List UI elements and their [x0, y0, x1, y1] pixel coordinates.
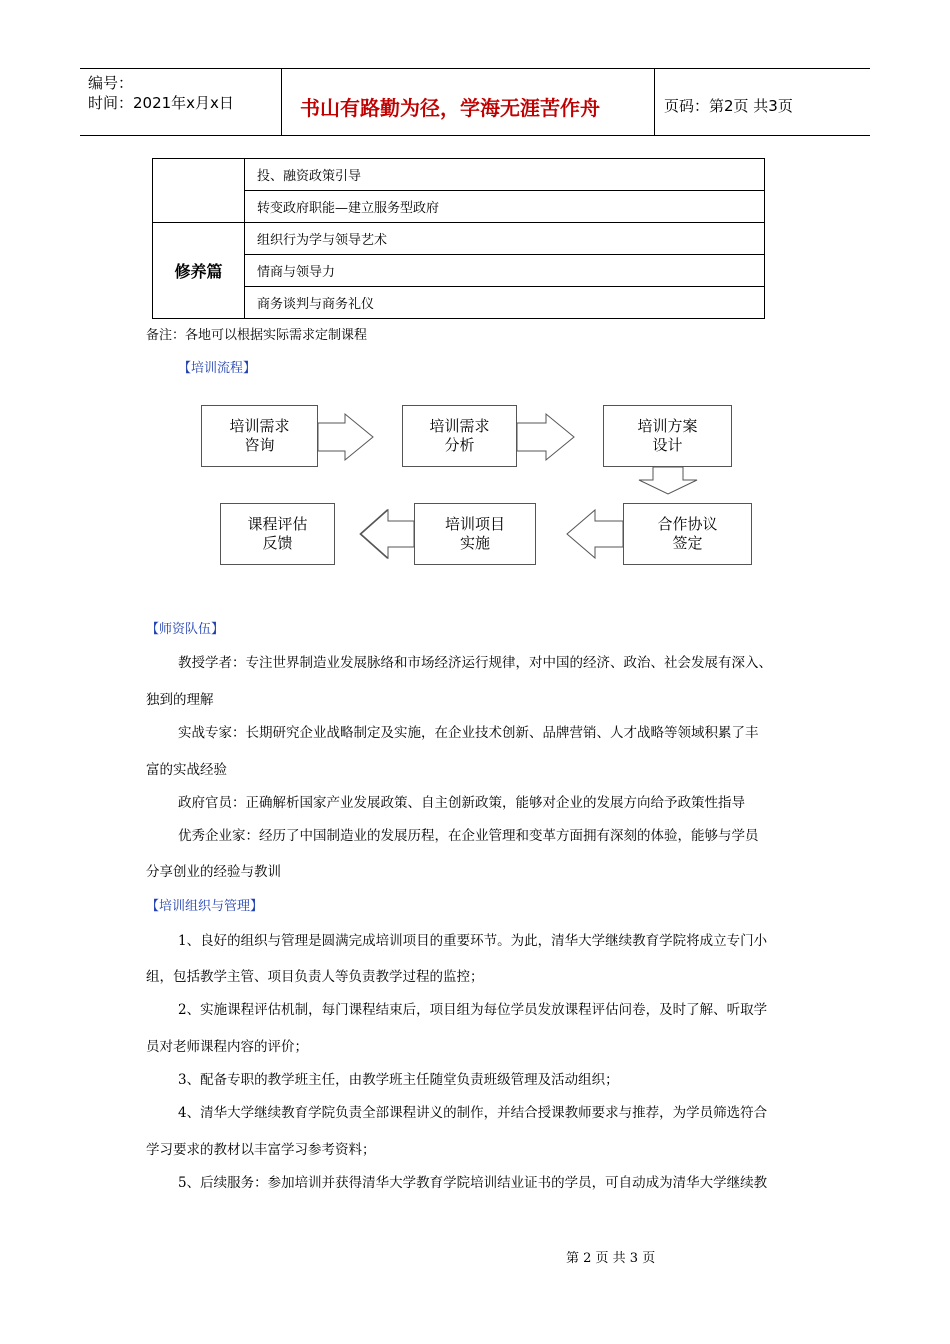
flow-step	[623, 503, 752, 565]
section-title-flow: 【培训流程】	[178, 361, 257, 376]
flow-step-line: 培训方案	[637, 417, 698, 435]
paragraph-line: 实战专家：长期研究企业战略制定及实施，在企业技术创新、品牌营销、人才战略等领域积累了丰	[178, 725, 759, 741]
paragraph-line: 5、后续服务：参加培训并获得清华大学教育学院培训结业证书的学员，可自动成为清华大学继续教	[178, 1175, 768, 1191]
section-title-management: 【培训组织与管理】	[146, 899, 264, 914]
section-title-faculty: 【师资队伍】	[146, 622, 225, 637]
serial-label: 编号：	[88, 74, 134, 92]
flow-step-line: 课程评估	[247, 515, 308, 533]
paragraph-line: 2、实施课程评估机制，每门课程结束后，项目组为每位学员发放课程评估问卷，及时了解、听取学	[178, 1002, 768, 1018]
course-cell: 组织行为学与领导艺术	[245, 223, 765, 255]
paragraph-line: 富的实战经验	[146, 762, 227, 778]
flow-step-line: 咨询	[244, 436, 275, 454]
arrow-right-icon	[517, 414, 574, 460]
arrow-left-icon	[567, 510, 623, 558]
flow-step-line: 合作协议	[657, 515, 718, 533]
category-cell: 修养篇	[153, 223, 245, 319]
flow-step	[220, 503, 335, 565]
paragraph-line: 独到的理解	[146, 692, 214, 708]
flow-step	[201, 405, 318, 467]
paragraph-line: 优秀企业家：经历了中国制造业的发展历程，在企业管理和变革方面拥有深刻的体验，能够与学员	[178, 828, 759, 844]
paragraph-line: 1、良好的组织与管理是圆满完成培训项目的重要环节。为此，清华大学继续教育学院将成立专门小	[178, 933, 768, 949]
arrow-right-icon	[318, 414, 373, 460]
flow-step-line: 分析	[444, 436, 475, 454]
header-slogan: 书山有路勤为径，学海无涯苦作舟	[300, 96, 600, 120]
flow-step-line: 签定	[672, 534, 703, 552]
flow-step-line: 培训需求	[429, 417, 490, 435]
course-cell: 商务谈判与商务礼仪	[245, 287, 765, 319]
course-cell: 情商与领导力	[245, 255, 765, 287]
flow-step	[402, 405, 517, 467]
course-cell: 转变政府职能—建立服务型政府	[245, 191, 765, 223]
page-footer: 第 2 页 共 3 页	[566, 1251, 656, 1266]
flow-step-line: 培训项目	[444, 515, 505, 533]
flow-step-line: 培训需求	[229, 417, 290, 435]
flow-step-line: 设计	[652, 436, 683, 454]
course-cell: 投、融资政策引导	[245, 159, 765, 191]
flow-step-line: 实施	[459, 534, 490, 552]
table-note: 备注：各地可以根据实际需求定制课程	[146, 328, 368, 343]
paragraph-line: 教授学者：专注世界制造业发展脉络和市场经济运行规律，对中国的经济、政治、社会发展有深入、	[178, 655, 772, 671]
paragraph-line: 分享创业的经验与教训	[146, 864, 281, 880]
paragraph-line: 组，包括教学主管、项目负责人等负责教学过程的监控；	[146, 969, 484, 985]
paragraph-line: 学习要求的教材以丰富学习参考资料；	[146, 1142, 376, 1158]
paragraph-line: 4、清华大学继续教育学院负责全部课程讲义的制作，并结合授课教师要求与推荐，为学员筛选符合	[178, 1105, 768, 1121]
flow-step-line: 反馈	[262, 534, 293, 552]
flow-step	[414, 503, 536, 565]
page-indicator: 页码：第2页 共3页	[664, 97, 793, 115]
paragraph-line: 3、配备专职的教学班主任，由教学班主任随堂负责班级管理及活动组织；	[178, 1072, 619, 1088]
paragraph-line: 政府官员：正确解析国家产业发展政策、自主创新政策，能够对企业的发展方向给予政策性指导	[178, 795, 745, 811]
flow-step	[603, 405, 732, 467]
arrow-down-icon	[639, 467, 697, 494]
paragraph-line: 员对老师课程内容的评价；	[146, 1039, 308, 1055]
time-label: 时间：2021年x月x日	[88, 94, 234, 112]
